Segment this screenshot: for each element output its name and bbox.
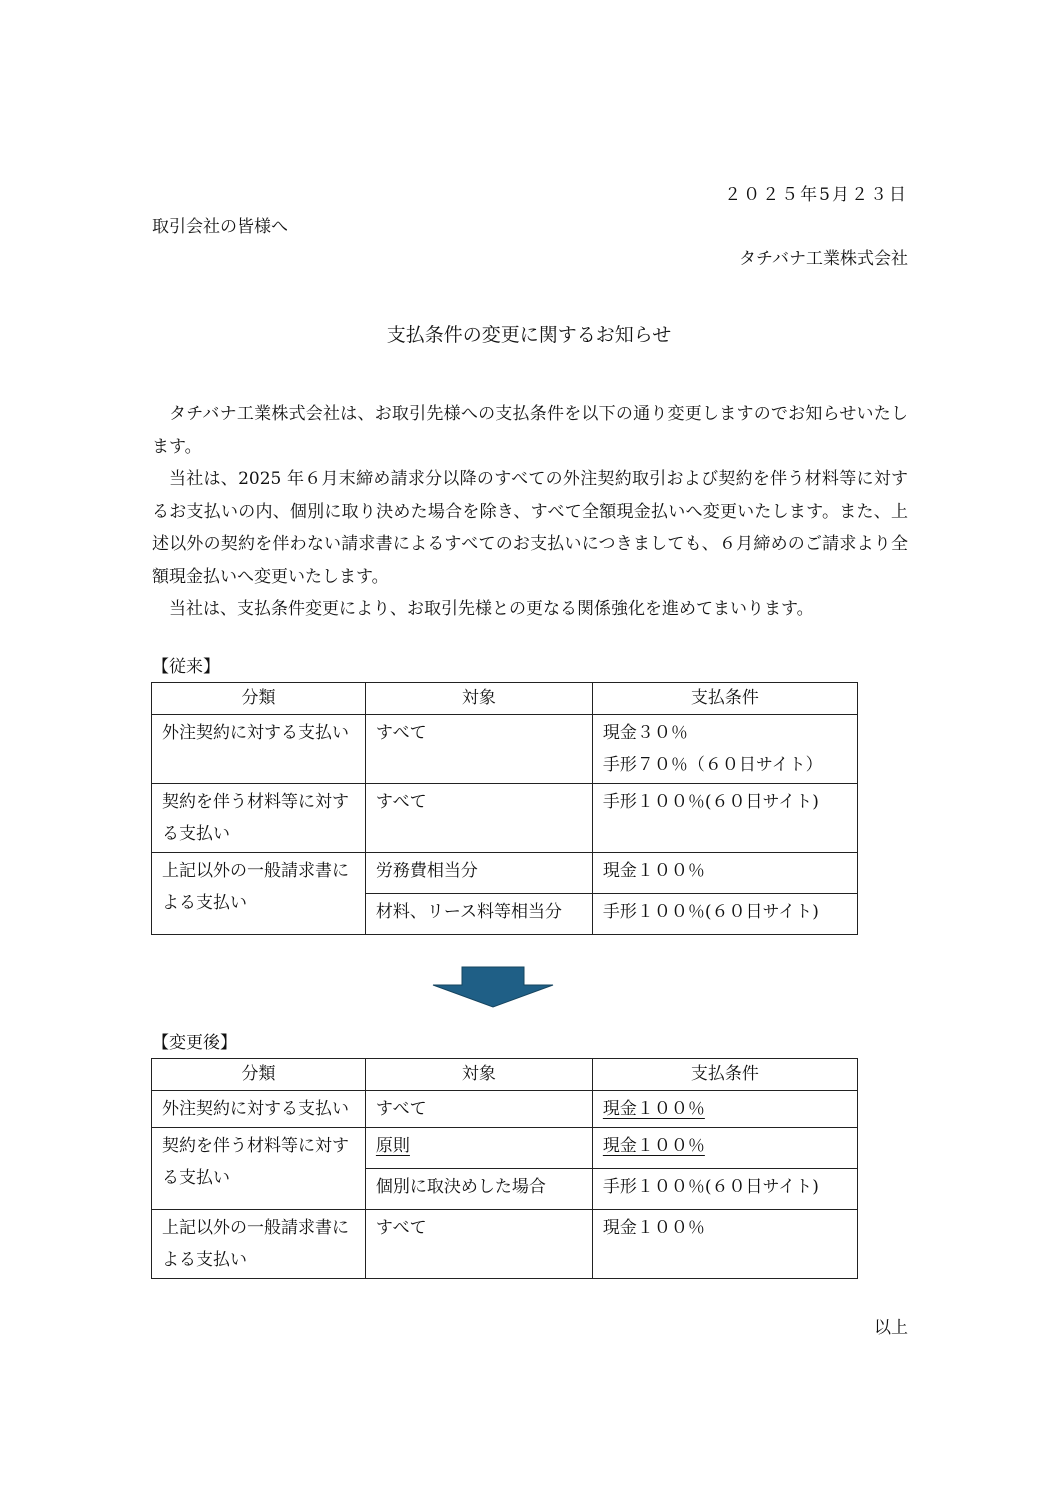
target-cell	[365, 1128, 592, 1169]
table-row	[152, 1128, 858, 1169]
paragraph-closing: 当社は、支払条件変更により、お取引先様との更なる関係強化を進めてまいります。	[169, 599, 814, 619]
document-title: 支払条件の変更に関するお知らせ	[386, 324, 672, 346]
target-cell: すべて	[365, 715, 592, 784]
terms-cell: 手形１００％(６０日サイト)	[592, 784, 857, 853]
sender-company: タチバナ工業株式会社	[739, 249, 908, 269]
target-cell: すべて	[365, 1091, 592, 1128]
table-header-row	[152, 1059, 858, 1091]
target-cell: 材料、リース料等相当分	[365, 894, 592, 935]
table-row	[152, 1210, 858, 1279]
before-section-label: 【従来】	[152, 657, 220, 677]
before-terms-table	[151, 682, 858, 935]
table-row	[152, 1091, 858, 1128]
paragraph-details: 当社は、2025 年６月末締め請求分以降のすべての外注契約取引および契約を伴う材料等に対するお支払いの内、個別に取り決めた場合を除き、すべて全額現金払いへ変更いたします。また、上述以外の契約を伴わない請求書によるすべてのお支払いにつきましても、６月締めのご請求より全額現金払いへ変更いたします。	[152, 469, 908, 587]
terms-value-underlined: 現金１００％	[602, 1136, 705, 1156]
table-row	[152, 784, 858, 853]
terms-cell: 現金１００％	[592, 1210, 857, 1279]
terms-value-underlined: 現金１００％	[602, 1099, 705, 1119]
category-cell: 契約を伴う材料等に対する支払い	[152, 1128, 366, 1210]
header-target: 対象	[365, 683, 592, 715]
body-text	[152, 398, 908, 626]
after-section-label: 【変更後】	[152, 1033, 237, 1053]
terms-cell: 現金１００％	[592, 853, 857, 894]
down-arrow-shape	[433, 967, 553, 1007]
target-cell: 労務費相当分	[365, 853, 592, 894]
target-cell: 個別に取決めした場合	[365, 1169, 592, 1210]
document-date: ２０２５年5月２３日	[724, 185, 908, 205]
target-value-underlined: 原則	[375, 1136, 410, 1156]
header-target: 対象	[365, 1059, 592, 1091]
header-category: 分類	[152, 1059, 366, 1091]
terms-cell	[592, 1128, 857, 1169]
category-cell: 外注契約に対する支払い	[152, 715, 366, 784]
closing-mark: 以上	[874, 1318, 908, 1338]
target-cell: すべて	[365, 784, 592, 853]
addressee: 取引会社の皆様へ	[152, 217, 288, 237]
table-header-row	[152, 683, 858, 715]
header-terms: 支払条件	[592, 1059, 857, 1091]
paragraph-intro: タチバナ工業株式会社は、お取引先様への支払条件を以下の通り変更しますのでお知らせいたします。	[152, 404, 908, 457]
after-terms-table	[151, 1058, 858, 1279]
header-category: 分類	[152, 683, 366, 715]
table-row	[152, 853, 858, 894]
down-arrow-icon	[432, 966, 554, 1008]
terms-cell	[592, 1091, 857, 1128]
category-cell: 契約を伴う材料等に対する支払い	[152, 784, 366, 853]
terms-cell: 手形１００％(６０日サイト)	[592, 1169, 857, 1210]
category-cell: 外注契約に対する支払い	[152, 1091, 366, 1128]
table-row	[152, 715, 858, 784]
header-terms: 支払条件	[592, 683, 857, 715]
category-cell: 上記以外の一般請求書による支払い	[152, 1210, 366, 1279]
terms-cell: 手形１００％(６０日サイト)	[592, 894, 857, 935]
terms-cell	[592, 715, 857, 784]
terms-line: 手形７０％（６０日サイト）	[602, 755, 823, 775]
terms-line: 現金３０％	[602, 723, 688, 743]
target-cell: すべて	[365, 1210, 592, 1279]
category-cell: 上記以外の一般請求書による支払い	[152, 853, 366, 935]
